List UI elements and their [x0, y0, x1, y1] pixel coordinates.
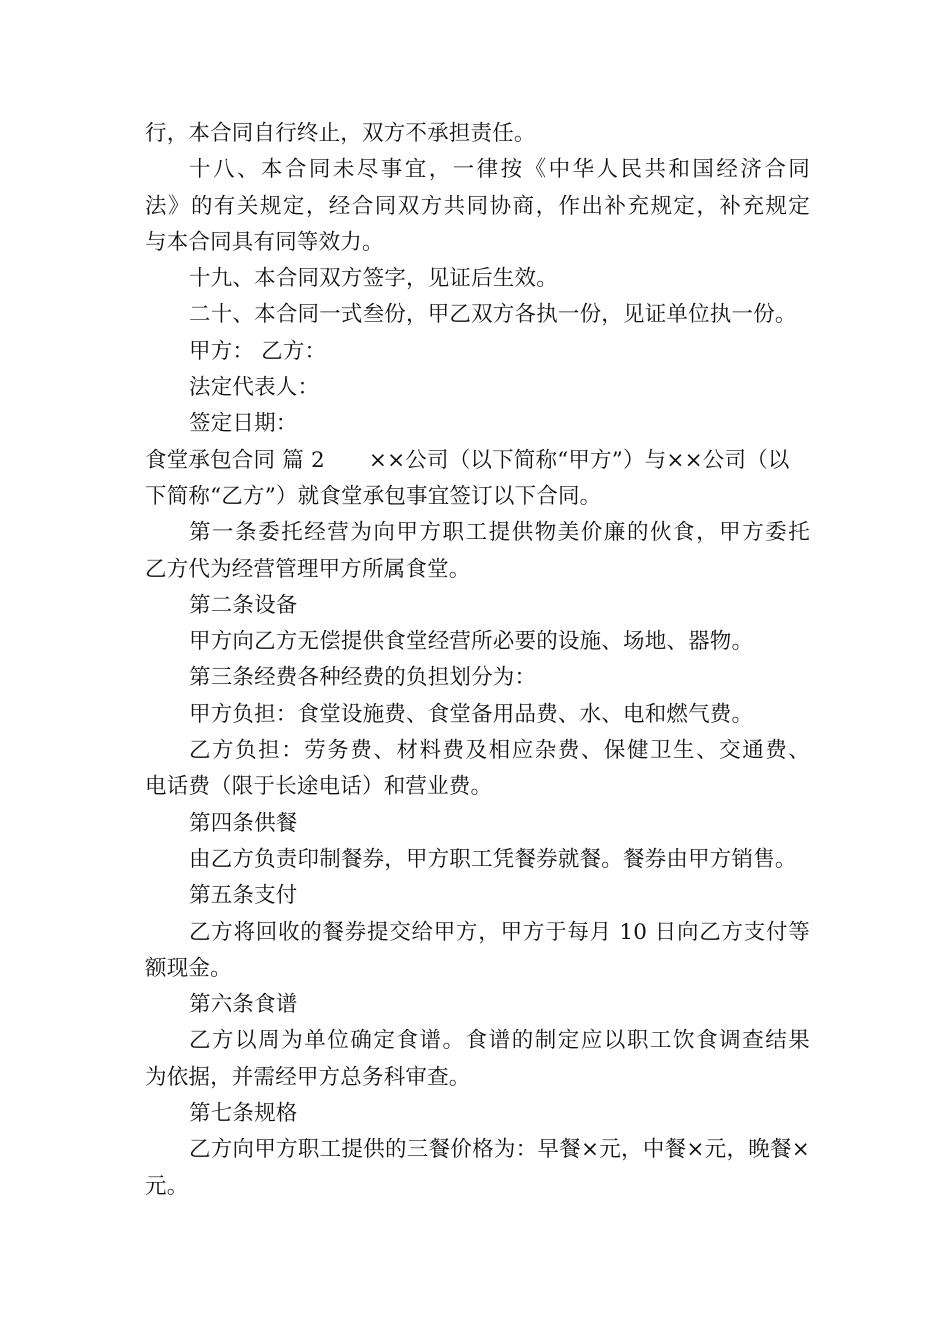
paragraph-line: 法》的有关规定，经合同双方共同协商，作出补充规定，补充规定: [145, 193, 810, 219]
paragraph-line: 第二条设备: [189, 592, 298, 618]
paragraph-line: 下简称“乙方”）就食堂承包事宜签订以下合同。: [145, 483, 602, 509]
paragraph-line: 元。: [145, 1173, 189, 1199]
paragraph-line: 乙方代为经营管理甲方所属食堂。: [145, 556, 471, 582]
paragraph-line: 甲方向乙方无偿提供食堂经营所必要的设施、场地、器物。: [189, 629, 754, 655]
paragraph-line: 十八、本合同未尽事宜，一律按《中华人民共和国经济合同: [189, 157, 810, 183]
paragraph-line: 十九、本合同双方签字，见证后生效。: [189, 266, 558, 292]
paragraph-line: 乙方以周为单位确定食谱。食谱的制定应以职工饮食调查结果: [189, 1028, 810, 1054]
paragraph-line: 乙方负担：劳务费、材料费及相应杂费、保健卫生、交通费、: [189, 738, 810, 764]
paragraph-line: 第三条经费各种经费的负担划分为：: [189, 665, 537, 691]
section-title: 食堂承包合同 篇 2: [145, 447, 325, 473]
paragraph-line: 乙方将回收的餐券提交给甲方，甲方于每月 10 日向乙方支付等: [189, 919, 810, 945]
paragraph-line: 行，本合同自行终止，双方不承担责任。: [145, 121, 536, 146]
paragraph-line: 第七条规格: [189, 1101, 298, 1127]
paragraph-line: 法定代表人：: [189, 375, 320, 401]
paragraph-line: 额现金。: [145, 955, 232, 981]
section-intro-text: ××公司（以下简称“甲方”）与××公司（以: [368, 447, 790, 473]
paragraph-line: 甲方负担：食堂设施费、食堂备用品费、水、电和燃气费。: [189, 701, 754, 727]
paragraph-line: 第五条支付: [189, 883, 298, 909]
paragraph-line: 由乙方负责印制餐券，甲方职工凭餐券就餐。餐券由甲方销售。: [189, 846, 797, 872]
paragraph-line: 甲方： 乙方：: [189, 338, 327, 364]
paragraph-line: 签定日期：: [189, 411, 298, 437]
document-body: [145, 116, 810, 1205]
paragraph-line: 第一条委托经营为向甲方职工提供物美价廉的伙食，甲方委托: [189, 520, 810, 546]
paragraph-line: 乙方向甲方职工提供的三餐价格为：早餐×元，中餐×元，晚餐×: [189, 1137, 810, 1163]
paragraph-line: 二十、本合同一式叁份，甲乙双方各执一份，见证单位执一份。: [189, 302, 797, 328]
paragraph-line: 为依据，并需经甲方总务科审查。: [145, 1064, 471, 1090]
section-heading-line: [145, 443, 810, 479]
paragraph-line: 第四条供餐: [189, 810, 298, 836]
paragraph-line: 与本合同具有同等效力。: [145, 229, 384, 255]
paragraph-line: 第六条食谱: [189, 992, 298, 1018]
paragraph-line: 电话费（限于长途电话）和营业费。: [145, 774, 493, 800]
